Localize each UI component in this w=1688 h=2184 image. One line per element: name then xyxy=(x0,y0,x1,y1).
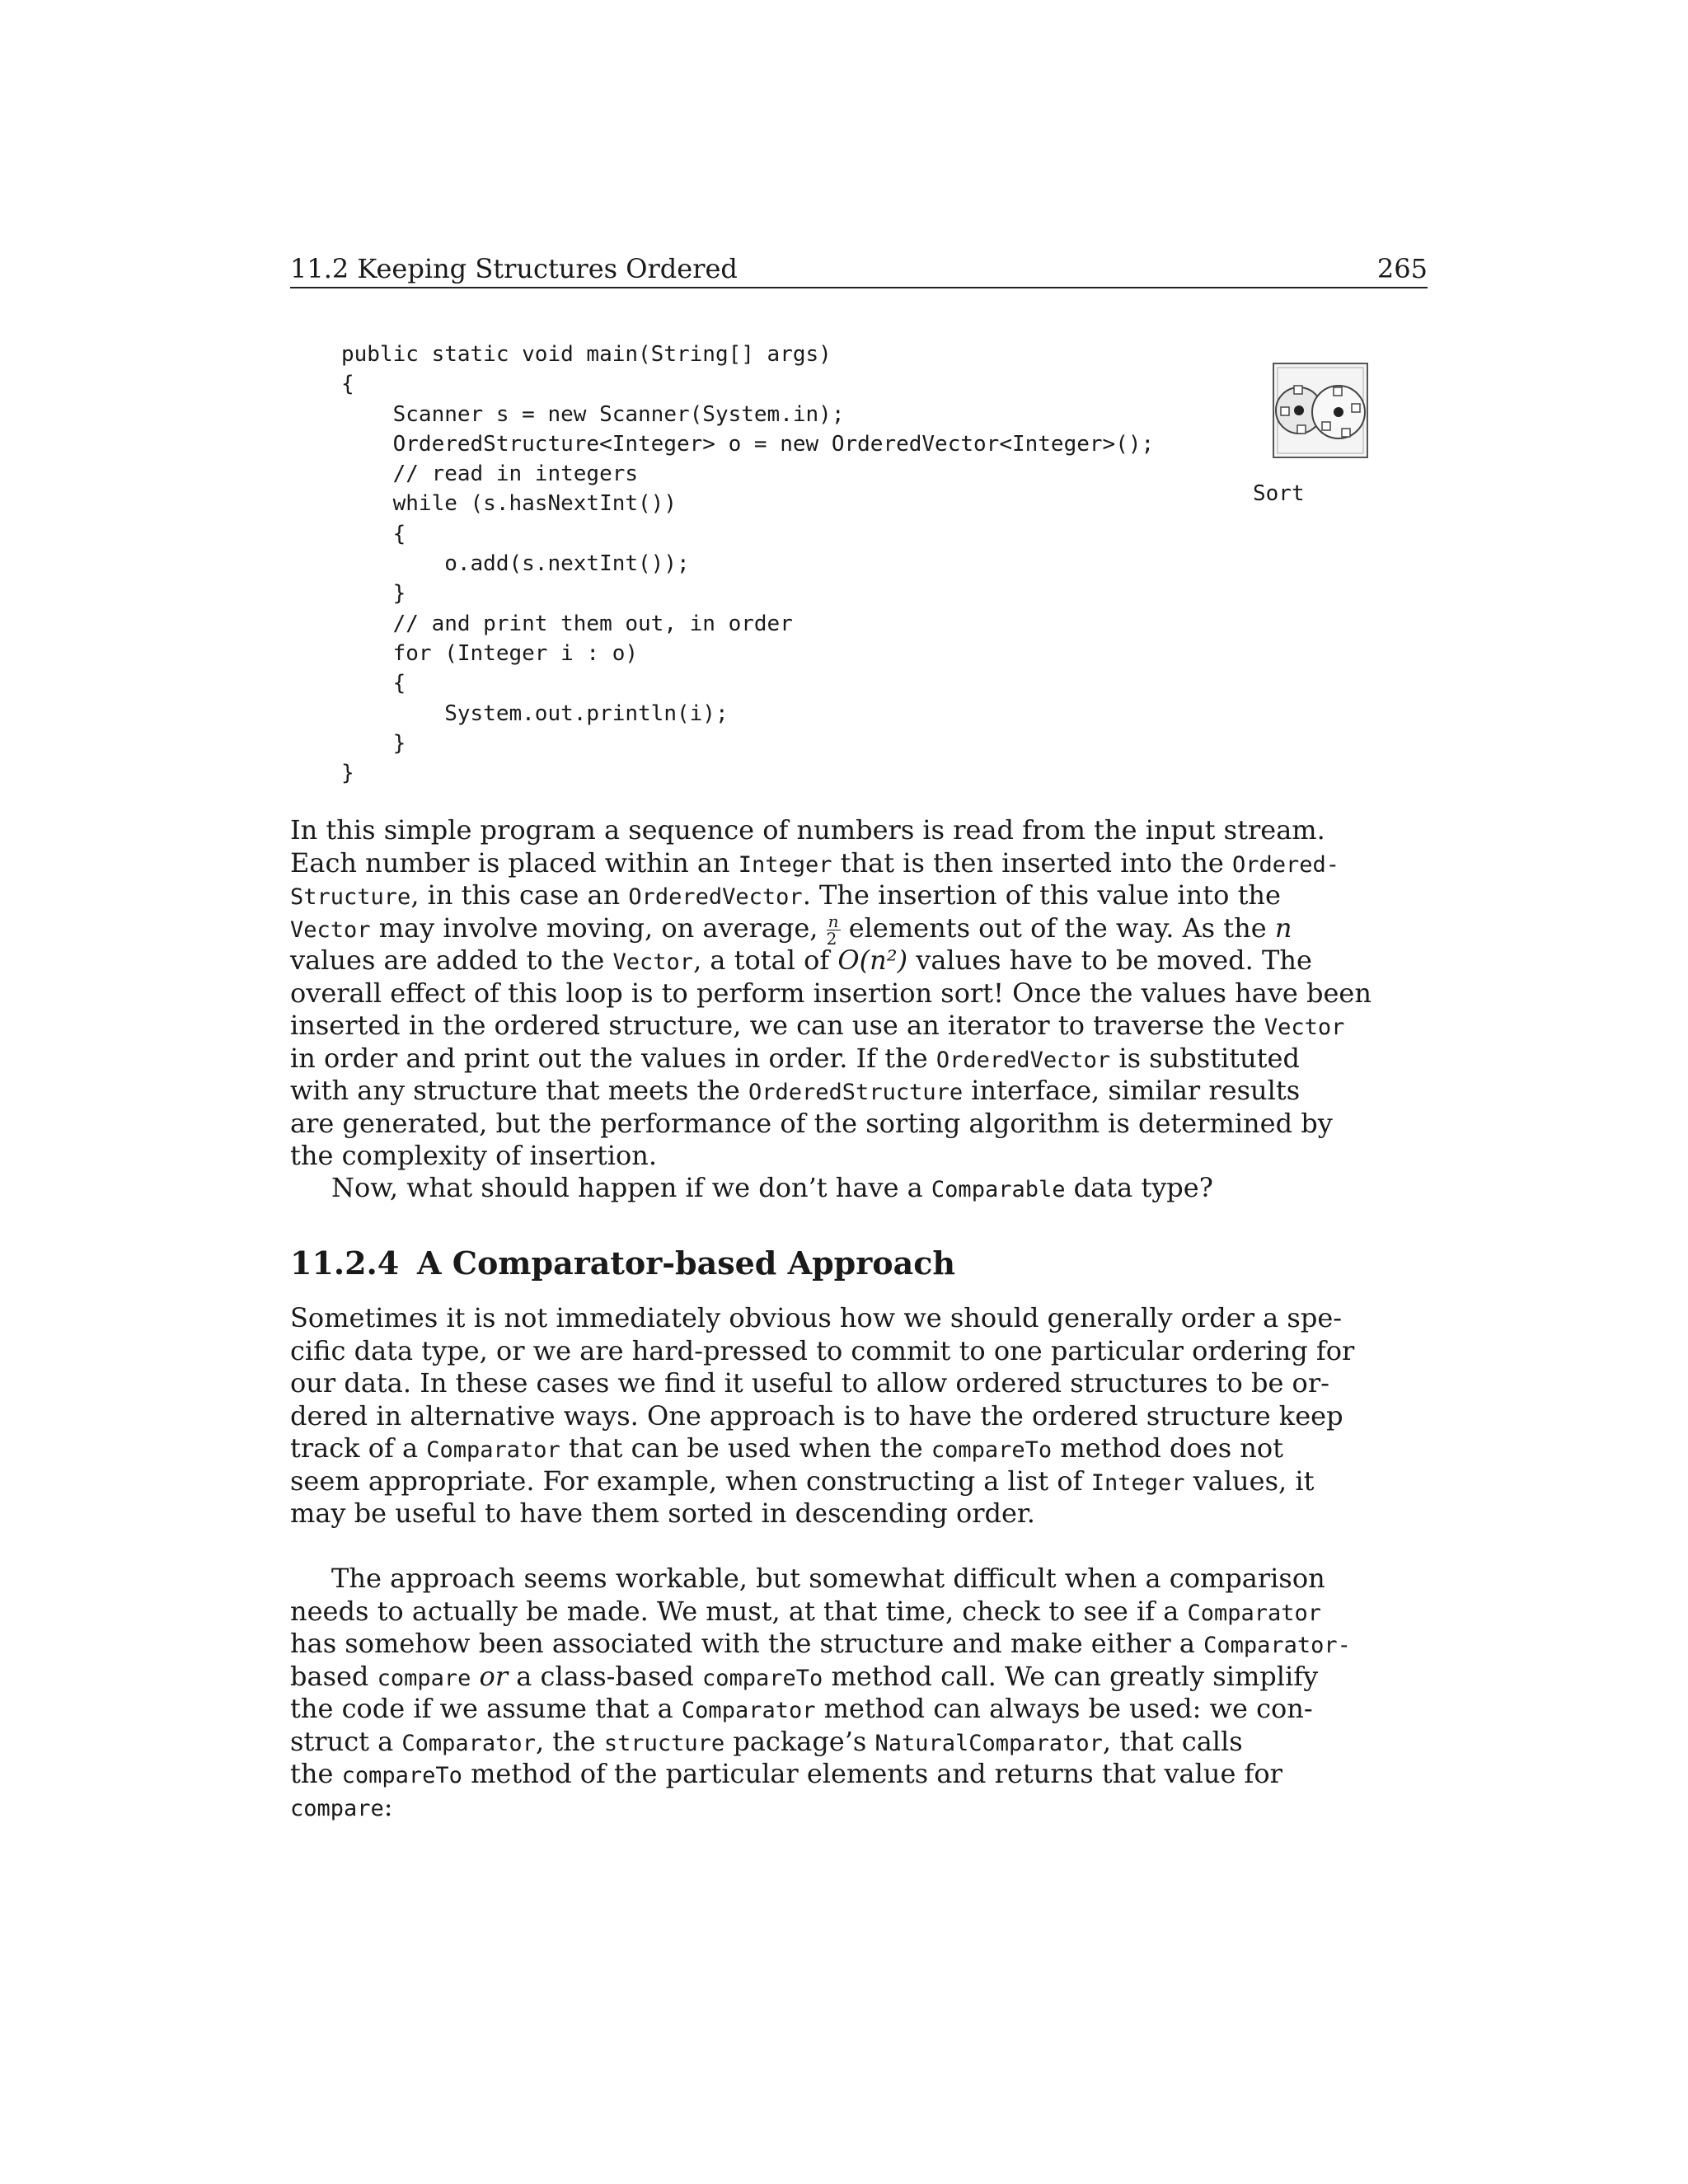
section-title: 11.2 Keeping Structures Ordered xyxy=(290,253,738,284)
text-line: based compare or a class-based compareTo method call. We can greatly simplify xyxy=(290,1660,1319,1692)
code-line: // read in integers xyxy=(341,462,639,487)
running-header xyxy=(290,251,1428,288)
code-line: { xyxy=(341,372,354,397)
code-line: { xyxy=(341,521,406,546)
code-line: for (Integer i : o) xyxy=(341,640,639,666)
text-line: In this simple program a sequence of numbers is read from the input stream. xyxy=(290,814,1325,846)
code-line: // and print them out, in order xyxy=(341,611,793,636)
subsection-heading xyxy=(290,1243,1225,1284)
paragraph xyxy=(290,1302,1355,1530)
fraction: $\frac{n}{2}$ xyxy=(826,911,839,949)
text-line: needs to actually be made. We must, at that time, check to see if a Comparator xyxy=(290,1595,1322,1627)
text-line: with any structure that meets the OrderedStructure interface, similar results xyxy=(290,1075,1301,1106)
code-line: } xyxy=(341,581,406,607)
text-line: Each number is placed within an Integer that is then inserted into the Ordered- xyxy=(290,846,1339,879)
text-line: dered in alternative ways. One approach is to have the ordered structure keep xyxy=(290,1399,1343,1432)
text-line: the code if we assume that a Comparator method can always be used: we con- xyxy=(290,1693,1313,1724)
text-line: values are added to the Vector, a total of O(n²) values have to be moved. The xyxy=(290,944,1312,976)
paragraph xyxy=(290,1563,1351,1823)
text-line: Sometimes it is not immediately obvious how we should generally order a spe- xyxy=(290,1302,1343,1333)
page-number: 265 xyxy=(1376,253,1428,284)
text-line: has somehow been associated with the structure and make either a Comparator- xyxy=(290,1628,1351,1659)
code-line: { xyxy=(341,671,406,696)
text-line: in order and print out the values in order. If the OrderedVector is substituted xyxy=(290,1042,1300,1074)
text-line: inserted in the ordered structure, we can use an iterator to traverse the Vector xyxy=(290,1010,1345,1041)
code-line: } xyxy=(341,761,354,786)
paragraph xyxy=(290,814,1372,1173)
text-line: The approach seems workable, but somewhat difficult when a comparison xyxy=(331,1563,1325,1594)
code-line: while (s.hasNextInt()) xyxy=(341,491,677,517)
margin-label: Sort xyxy=(1253,481,1305,506)
code-line: Scanner s = new Scanner(System.in); xyxy=(341,401,845,427)
code-line: } xyxy=(341,730,406,756)
text-line: track of a Comparator that can be used when the compareTo method does not xyxy=(290,1432,1284,1464)
subsection-number: 11.2.4 xyxy=(290,1244,400,1282)
code-listing xyxy=(341,340,1154,788)
paragraph xyxy=(290,1172,1225,1205)
text-line: Vector may involve moving, on average, $\frac{n}{2}$ elements out of the way. As the n xyxy=(290,911,1292,949)
text-line: seem appropriate. For example, when constructing a list of Integer values, it xyxy=(290,1465,1315,1497)
text-line: Structure, in this case an OrderedVector. The insertion of this value into the xyxy=(290,879,1281,911)
gears-icon xyxy=(1273,363,1368,458)
text-line: overall effect of this loop is to perform insertion sort! Once the values have been xyxy=(290,977,1372,1009)
code-line: public static void main(String[] args) xyxy=(341,342,832,367)
text-line: cific data type, or we are hard-pressed to commit to one particular ordering for xyxy=(290,1334,1355,1366)
text-line: compare: xyxy=(290,1790,393,1822)
text-line: may be useful to have them sorted in descending order. xyxy=(290,1497,1035,1529)
text-line: the compareTo method of the particular elements and returns that value for xyxy=(290,1758,1282,1789)
text-line: Now, what should happen if we don’t have a Comparable data type? xyxy=(331,1172,1213,1203)
code-line: System.out.println(i); xyxy=(341,701,729,726)
text-line: our data. In these cases we find it useful to allow ordered structures to be or- xyxy=(290,1367,1329,1399)
text-line: struct a Comparator, the structure package’s NaturalComparator, that calls xyxy=(290,1725,1243,1757)
code-line: o.add(s.nextInt()); xyxy=(341,551,690,577)
text-line: the complexity of insertion. xyxy=(290,1140,658,1171)
subsection-title: A Comparator-based Approach xyxy=(417,1244,955,1282)
code-line: OrderedStructure<Integer> o = new OrderedVector<Integer>(); xyxy=(341,431,1155,457)
text-line: are generated, but the performance of the sorting algorithm is determined by xyxy=(290,1107,1333,1139)
